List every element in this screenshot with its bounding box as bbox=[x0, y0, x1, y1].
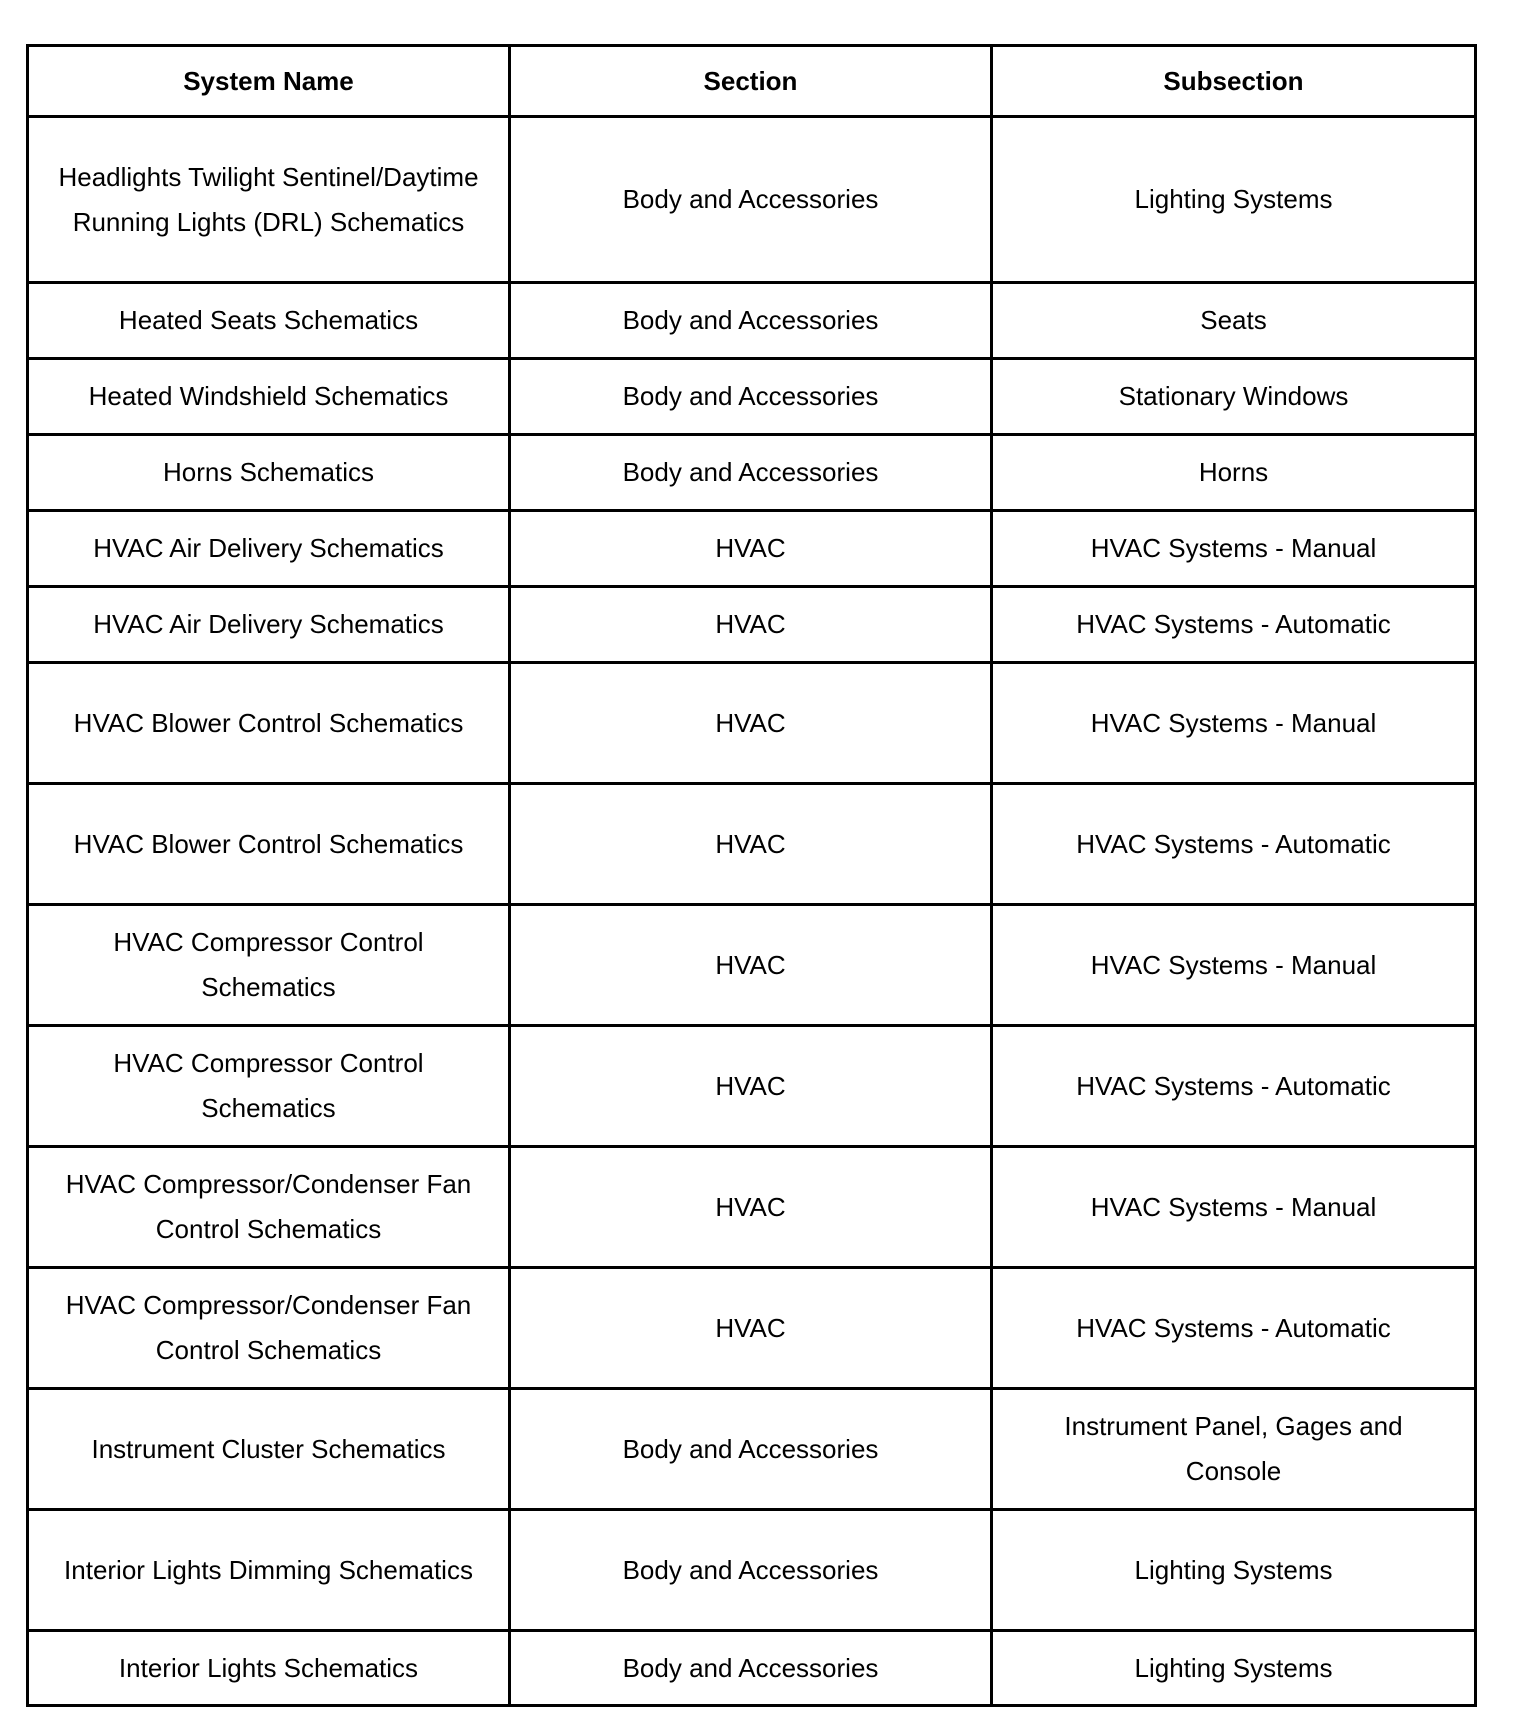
cell-subsection: HVAC Systems - Automatic bbox=[992, 1026, 1476, 1147]
cell-system-name: HVAC Blower Control Schematics bbox=[28, 663, 510, 784]
cell-system-name: Interior Lights Schematics bbox=[28, 1631, 510, 1706]
cell-subsection: HVAC Systems - Automatic bbox=[992, 1268, 1476, 1389]
cell-section: Body and Accessories bbox=[510, 117, 992, 283]
cell-subsection: Seats bbox=[992, 283, 1476, 359]
cell-subsection: HVAC Systems - Manual bbox=[992, 663, 1476, 784]
table-row bbox=[28, 663, 1476, 784]
table-row bbox=[28, 511, 1476, 587]
cell-system-name: HVAC Compressor Control Schematics bbox=[28, 905, 510, 1026]
cell-subsection: Lighting Systems bbox=[992, 117, 1476, 283]
table-row bbox=[28, 1268, 1476, 1389]
cell-section: Body and Accessories bbox=[510, 359, 992, 435]
cell-system-name: Headlights Twilight Sentinel/Daytime Running Lights (DRL) Schematics bbox=[28, 117, 510, 283]
cell-section: HVAC bbox=[510, 1147, 992, 1268]
header-subsection: Subsection bbox=[992, 46, 1476, 117]
table-row bbox=[28, 587, 1476, 663]
cell-subsection: Lighting Systems bbox=[992, 1510, 1476, 1631]
cell-section: Body and Accessories bbox=[510, 1389, 992, 1510]
table-row bbox=[28, 1510, 1476, 1631]
cell-section: HVAC bbox=[510, 663, 992, 784]
cell-section: Body and Accessories bbox=[510, 435, 992, 511]
table-header-row bbox=[28, 46, 1476, 117]
cell-system-name: Instrument Cluster Schematics bbox=[28, 1389, 510, 1510]
cell-subsection: HVAC Systems - Automatic bbox=[992, 587, 1476, 663]
cell-system-name: Heated Windshield Schematics bbox=[28, 359, 510, 435]
header-system-name: System Name bbox=[28, 46, 510, 117]
table-row bbox=[28, 283, 1476, 359]
cell-subsection: HVAC Systems - Automatic bbox=[992, 784, 1476, 905]
table-row bbox=[28, 1026, 1476, 1147]
header-section: Section bbox=[510, 46, 992, 117]
cell-subsection: HVAC Systems - Manual bbox=[992, 905, 1476, 1026]
cell-system-name: Horns Schematics bbox=[28, 435, 510, 511]
table-row bbox=[28, 1147, 1476, 1268]
table-row bbox=[28, 1389, 1476, 1510]
cell-system-name: HVAC Compressor/Condenser Fan Control Schematics bbox=[28, 1268, 510, 1389]
table-row bbox=[28, 359, 1476, 435]
cell-system-name: HVAC Blower Control Schematics bbox=[28, 784, 510, 905]
cell-section: Body and Accessories bbox=[510, 1510, 992, 1631]
table-row bbox=[28, 905, 1476, 1026]
cell-subsection: Horns bbox=[992, 435, 1476, 511]
cell-subsection: HVAC Systems - Manual bbox=[992, 511, 1476, 587]
cell-subsection: Lighting Systems bbox=[992, 1631, 1476, 1706]
cell-section: HVAC bbox=[510, 1268, 992, 1389]
cell-subsection: Stationary Windows bbox=[992, 359, 1476, 435]
table-row bbox=[28, 435, 1476, 511]
cell-system-name: HVAC Compressor Control Schematics bbox=[28, 1026, 510, 1147]
cell-section: Body and Accessories bbox=[510, 1631, 992, 1706]
cell-section: HVAC bbox=[510, 905, 992, 1026]
cell-section: HVAC bbox=[510, 587, 992, 663]
cell-system-name: HVAC Air Delivery Schematics bbox=[28, 511, 510, 587]
cell-subsection: HVAC Systems - Manual bbox=[992, 1147, 1476, 1268]
cell-section: Body and Accessories bbox=[510, 283, 992, 359]
cell-subsection: Instrument Panel, Gages and Console bbox=[992, 1389, 1476, 1510]
schematics-table bbox=[26, 44, 1477, 1707]
cell-system-name: Interior Lights Dimming Schematics bbox=[28, 1510, 510, 1631]
table-row bbox=[28, 784, 1476, 905]
table-row bbox=[28, 1631, 1476, 1706]
table-row bbox=[28, 117, 1476, 283]
cell-section: HVAC bbox=[510, 511, 992, 587]
cell-system-name: HVAC Air Delivery Schematics bbox=[28, 587, 510, 663]
cell-system-name: HVAC Compressor/Condenser Fan Control Schematics bbox=[28, 1147, 510, 1268]
cell-section: HVAC bbox=[510, 784, 992, 905]
cell-system-name: Heated Seats Schematics bbox=[28, 283, 510, 359]
cell-section: HVAC bbox=[510, 1026, 992, 1147]
